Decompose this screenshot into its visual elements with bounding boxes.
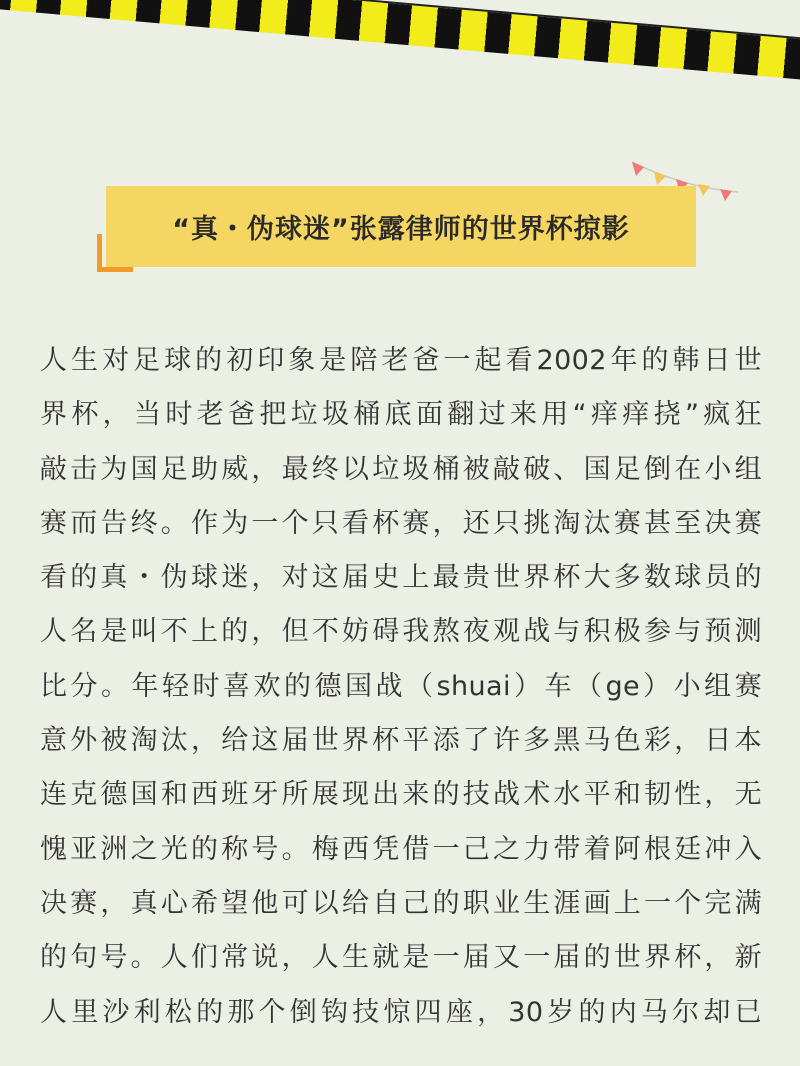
page-title: “真・伪球迷”张露律师的世界杯掠影 [172,214,630,245]
article-line: 的句号。人们常说，人生就是一届又一届的世界杯，新 [40,942,762,974]
article-line: 连克德国和西班牙所展现出来的技战术水平和韧性，无 [40,779,762,811]
article-line: 比分。年轻时喜欢的德国战（shuai）车（ge）小组赛 [40,670,762,702]
article-body [40,334,762,1040]
article-line: 意外被淘汰，给这届世界杯平添了许多黑马色彩，日本 [40,725,762,757]
title-banner [106,186,696,267]
caution-tape-decoration [0,0,800,86]
article-line: 赛而告终。作为一个只看杯赛，还只挑淘汰赛甚至决赛 [40,507,762,539]
article-line: 愧亚洲之光的称号。梅西凭借一己之力带着阿根廷冲入 [40,833,762,865]
article-line: 人生对足球的初印象是陪老爸一起看2002年的韩日世 [40,345,762,376]
article-line: 人里沙利松的那个倒钩技惊四座，30岁的内马尔却已 [40,996,762,1028]
article-line: 看的真・伪球迷，对这届史上最贵世界杯大多数球员的 [40,562,762,594]
article-line: 人名是叫不上的，但不妨碍我熬夜观战与积极参与预测 [40,616,762,648]
article-line: 界杯，当时老爸把垃圾桶底面翻过来用“痒痒挠”疯狂 [40,399,762,431]
article-line: 敲击为国足助威，最终以垃圾桶被敲破、国足倒在小组 [40,453,762,485]
article-line: 决赛，真心希望他可以给自己的职业生涯画上一个完满 [40,887,762,919]
